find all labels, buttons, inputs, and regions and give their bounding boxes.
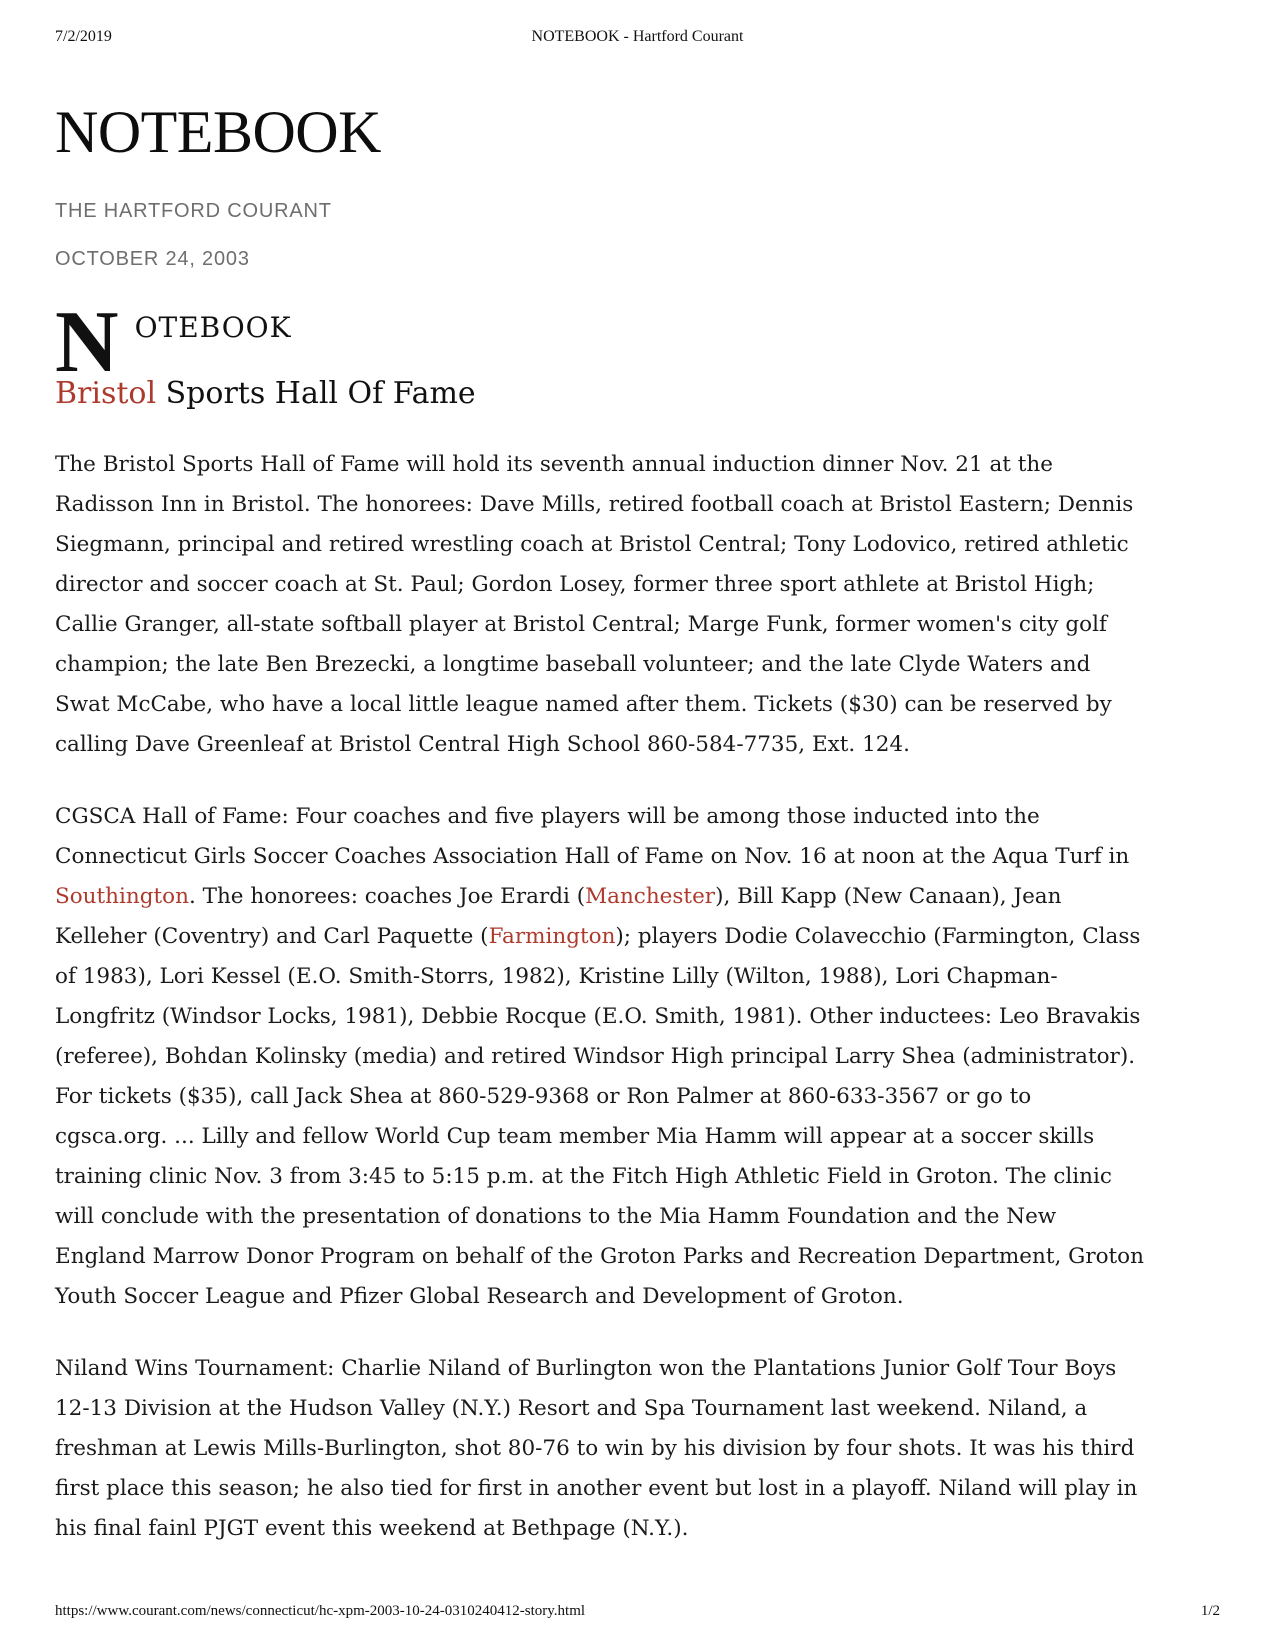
article-date: OCTOBER 24, 2003 bbox=[55, 248, 250, 270]
inline-link[interactable]: Southington bbox=[55, 884, 189, 909]
article-body bbox=[55, 294, 1150, 1549]
print-footer-page-indicator: 1/2 bbox=[1200, 1603, 1220, 1619]
print-footer bbox=[55, 1603, 1220, 1620]
lead-block bbox=[55, 294, 1150, 413]
section-subhead bbox=[55, 375, 1150, 413]
print-header-title: NOTEBOOK - Hartford Courant bbox=[531, 28, 744, 45]
article-byline: THE HARTFORD COURANT bbox=[55, 200, 332, 222]
text-run: . The honorees: coaches Joe Erardi ( bbox=[188, 884, 586, 909]
paragraph-bristol-hof bbox=[55, 445, 1150, 765]
inline-link[interactable]: Farmington bbox=[488, 924, 616, 949]
text-run: CGSCA Hall of Fame: Four coaches and five players will be among those inducted into the Connecticut Girls Soccer Coaches Association Hall of Fame on Nov. 16 at noon at the Aqua Turf in bbox=[55, 804, 1130, 869]
text-run: ); players Dodie Colavecchio (Farmington, Class of 1983), Lori Kessel (E.O. Smith-Storrs, 1982), Kristine Lilly (Wilton, 1988), Lori Chapman-Longfritz (Windsor Locks, 1981), Debbie Rocque (E.O. Smith, 1981). Other inductees: Leo Bravakis (referee), Bohdan Kolinsky (media) and retired Windsor High principal Larry Shea (administrator). For tickets ($35), call Jack Shea at 860-529-9368 or Ron Palmer at 860-633-3567 or go to cgsca.org. ... Lilly and fellow World Cup team member Mia Hamm will appear at a soccer skills training clinic Nov. 3 from 3:45 to 5:15 p.m. at the Fitch High Athletic Field in Groton. The clinic will conclude with the presentation of donations to the Mia Hamm Foundation and the New England Marrow Donor Program on behalf of the Groton Parks and Recreation Department, Groton Youth Soccer League and Pfizer Global Research and Development of Groton. bbox=[55, 924, 1144, 1309]
inline-link[interactable]: Bristol bbox=[55, 376, 157, 411]
text-run: Sports Hall Of Fame bbox=[156, 376, 476, 411]
dropcap-letter: N bbox=[55, 294, 119, 391]
text-run: ), Bill Kapp (New Canaan), Jean Kelleher (Coventry) and Carl Paquette ( bbox=[55, 884, 1062, 949]
print-header bbox=[0, 28, 1275, 50]
text-run: Niland Wins Tournament: Charlie Niland of Burlington won the Plantations Junior Golf Tour Boys 12-13 Division at the Hudson Valley (N.Y.) Resort and Spa Tournament last weekend. Niland, a freshman at Lewis Mills-Burlington, shot 80-76 to win by his division by four shots. It was his third first place this season; he also tied for first in another event but lost in a playoff. Niland will play in his final fainl PJGT event this weekend at Bethpage (N.Y.). bbox=[55, 1356, 1138, 1541]
print-footer-url: https://www.courant.com/news/connecticut/hc-xpm-2003-10-24-0310240412-story.html bbox=[55, 1603, 586, 1619]
paragraph-niland-tournament bbox=[55, 1349, 1150, 1549]
text-run: The Bristol Sports Hall of Fame will hold its seventh annual induction dinner Nov. 21 at the Radisson Inn in Bristol. The honorees: Dave Mills, retired football coach at Bristol Eastern; Dennis Siegmann, principal and retired wrestling coach at Bristol Central; Tony Lodovico, retired athletic director and soccer coach at St. Paul; Gordon Losey, former three sport athlete at Bristol High; Callie Granger, all-state softball player at Bristol Central; Marge Funk, former women's city golf champion; the late Ben Brezecki, a longtime baseball volunteer; and the late Clyde Waters and Swat McCabe, who have a local little league named after them. Tickets ($30) can be reserved by calling Dave Greenleaf at Bristol Central High School 860-584-7735, Ext. 124. bbox=[55, 452, 1134, 757]
inline-link[interactable]: Manchester bbox=[585, 884, 716, 909]
article-title: NOTEBOOK bbox=[55, 99, 381, 165]
dropcap-rest: OTEBOOK bbox=[134, 311, 292, 344]
print-header-date: 7/2/2019 bbox=[55, 28, 112, 45]
paragraph-cgsca-hof bbox=[55, 797, 1150, 1317]
